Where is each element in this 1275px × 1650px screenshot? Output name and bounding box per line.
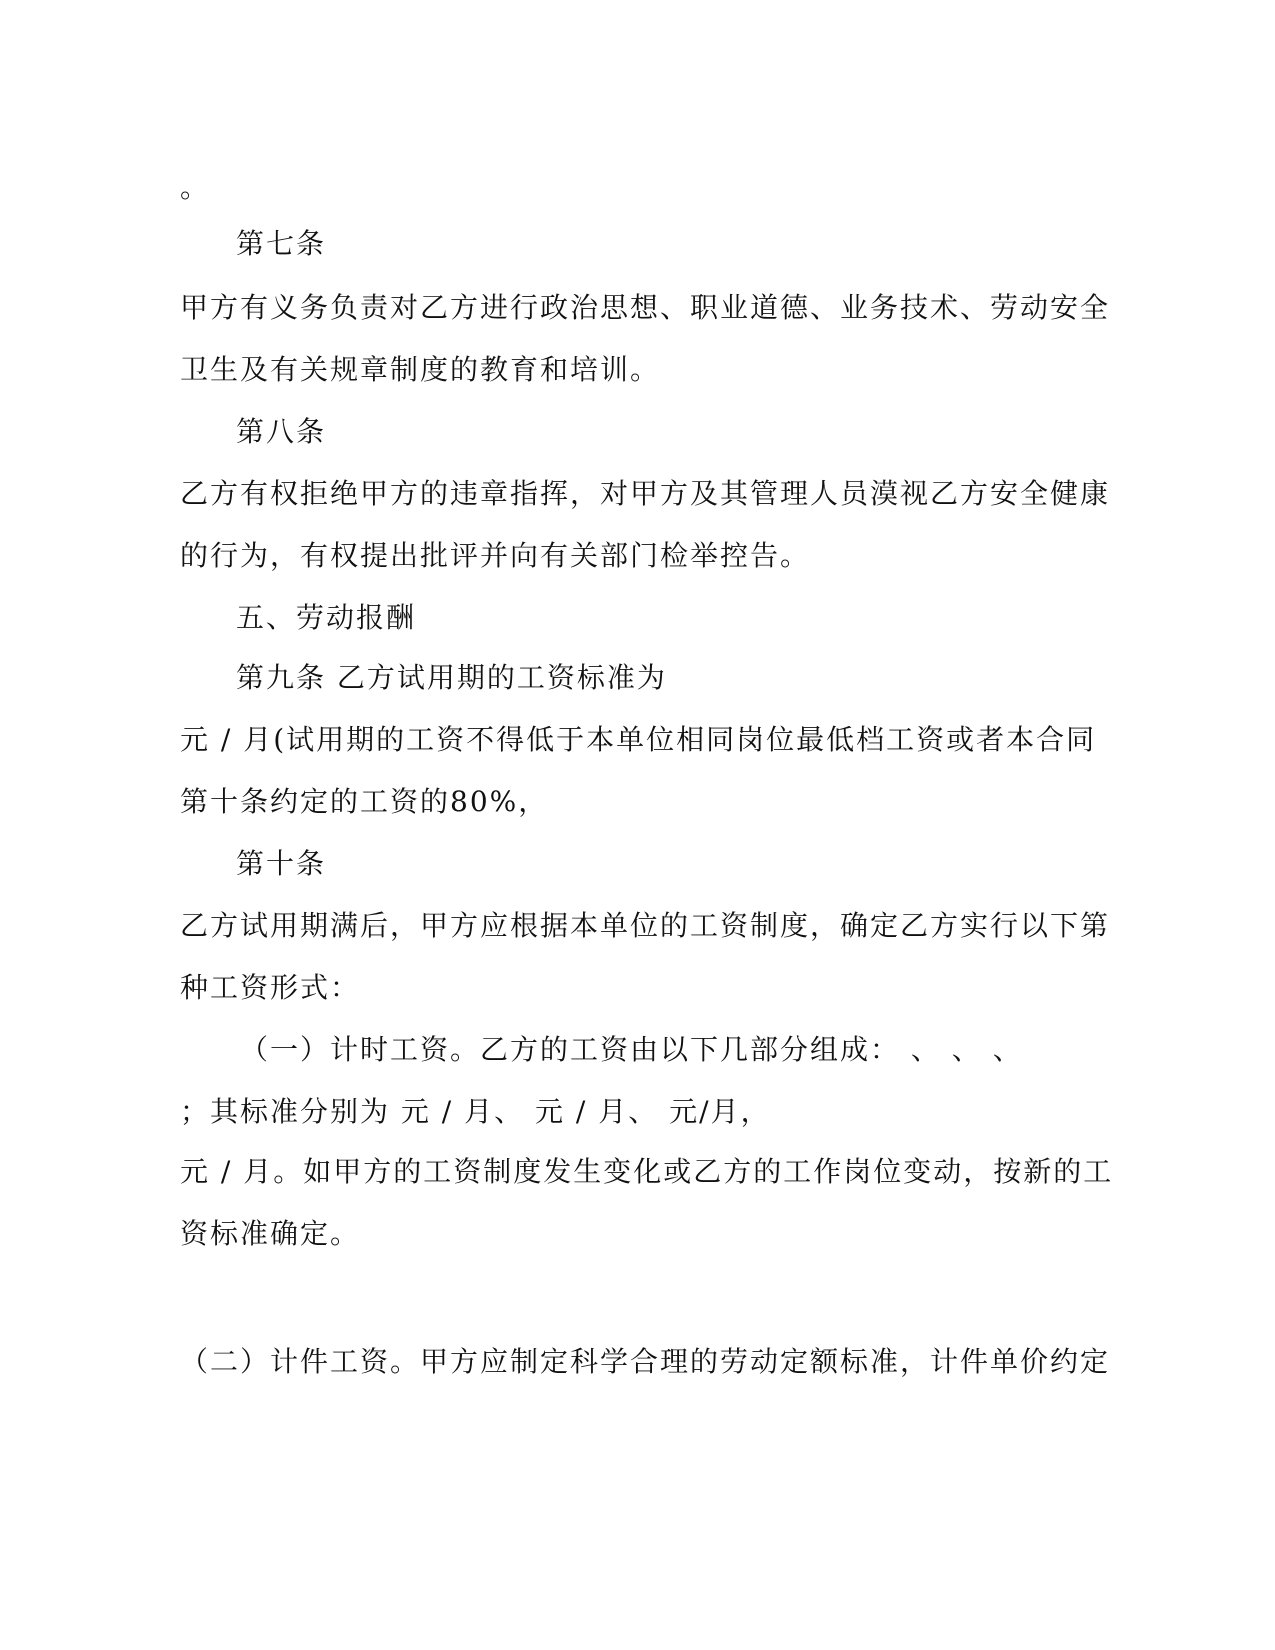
article-heading: 第八条 <box>236 415 327 448</box>
text-line: （二）计件工资。甲方应制定科学合理的劳动定额标准，计件单价约定 <box>180 1345 1111 1378</box>
section-heading: 五、劳动报酬 <box>236 601 417 634</box>
text-line: 种工资形式： <box>180 971 361 1004</box>
text-line: （一）计时工资。乙方的工资由以下几部分组成： 、 、 、 <box>240 1033 1023 1066</box>
text-line: 元 / 月。如甲方的工资制度发生变化或乙方的工作岗位变动，按新的工 <box>180 1155 1114 1188</box>
text-line: 元 / 月(试用期的工资不得低于本单位相同岗位最低档工资或者本合同 <box>180 723 1097 756</box>
article-heading: 第十条 <box>236 847 327 880</box>
text-line: 卫生及有关规章制度的教育和培训。 <box>180 353 661 386</box>
article-heading: 第七条 <box>236 227 327 260</box>
text-line: 第十条约定的工资的80%， <box>180 785 549 818</box>
text-line: 乙方试用期满后，甲方应根据本单位的工资制度，确定乙方实行以下第 <box>180 909 1111 942</box>
text-line: ；其标准分别为 元 / 月、 元 / 月、 元/月， <box>180 1095 771 1128</box>
text-line: 资标准确定。 <box>180 1217 361 1250</box>
text-line: 乙方有权拒绝甲方的违章指挥，对甲方及其管理人员漠视乙方安全健康 <box>180 477 1111 510</box>
text-line: 的行为，有权提出批评并向有关部门检举控告。 <box>180 539 811 572</box>
text-line: 。 <box>180 171 211 204</box>
article-heading: 第九条 乙方试用期的工资标准为 <box>236 661 667 694</box>
text-line: 甲方有义务负责对乙方进行政治思想、职业道德、业务技术、劳动安全 <box>180 291 1111 324</box>
